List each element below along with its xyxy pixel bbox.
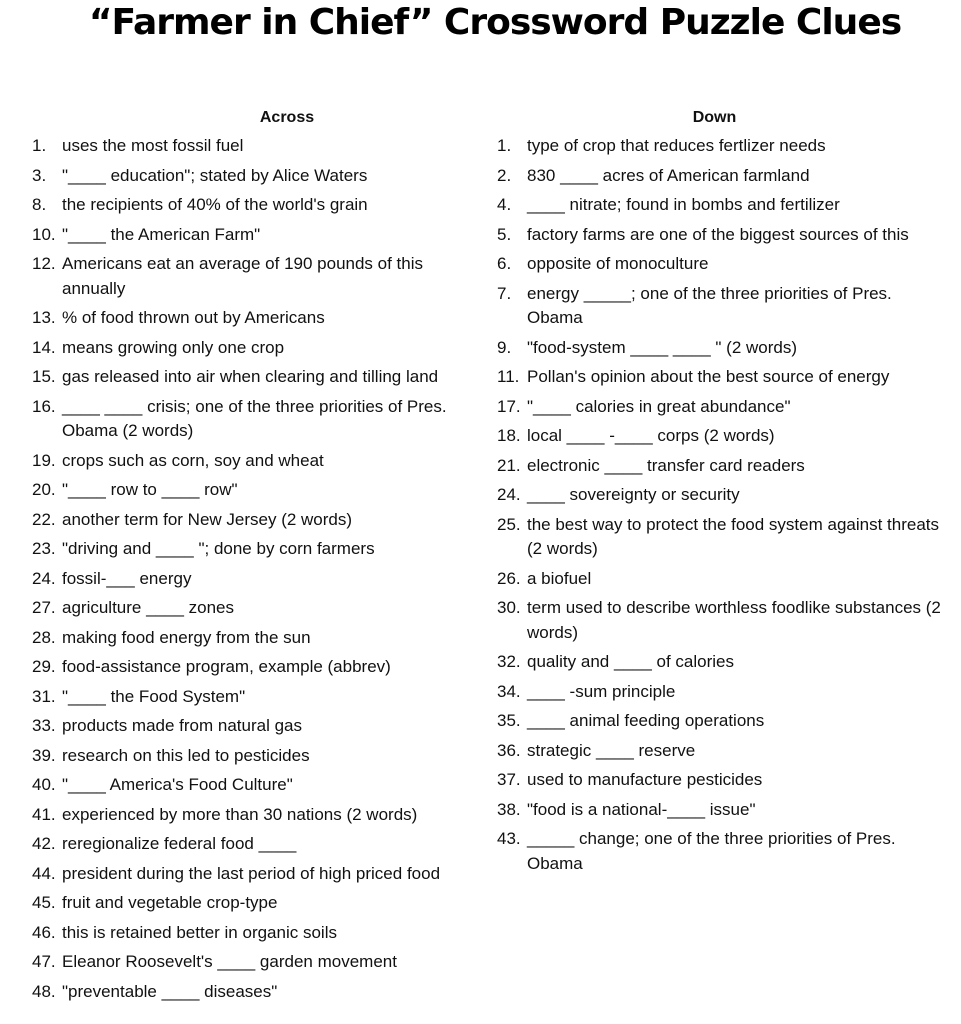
- across-heading: Across: [259, 109, 315, 126]
- clue-number: 17.: [497, 396, 521, 416]
- down-clue: [497, 365, 942, 390]
- clue-text: uses the most fossil fuel: [62, 136, 244, 155]
- clue-number: 26.: [497, 568, 521, 588]
- down-clue: [497, 252, 942, 277]
- clue-text: "____ row to ____ row": [62, 480, 238, 499]
- clue-text: energy _____; one of the three priorities of Pres. Obama: [527, 283, 892, 327]
- down-clue: [497, 134, 942, 159]
- clue-number: 37.: [497, 770, 521, 789]
- clue-number: 8.: [32, 195, 47, 214]
- across-clue: [32, 252, 487, 301]
- clue-number: 21.: [497, 455, 521, 475]
- across-clue: [32, 596, 487, 621]
- clue-number: 27.: [32, 598, 56, 617]
- clue-text: food-assistance program, example (abbrev): [62, 657, 391, 676]
- across-clue: [32, 626, 487, 651]
- clue-number: 15.: [32, 367, 56, 386]
- down-clue: [497, 567, 942, 592]
- clue-number: 48.: [32, 981, 56, 1001]
- clue-number: 39.: [32, 745, 56, 765]
- clue-text: % of food thrown out by Americans: [62, 308, 325, 327]
- clue-number: 41.: [32, 804, 56, 824]
- clue-text: "driving and ____ "; done by corn farmers: [62, 539, 375, 558]
- clue-number: 35.: [497, 711, 521, 730]
- across-clue: [32, 193, 487, 218]
- across-clue: [32, 567, 487, 592]
- down-clue: [497, 193, 942, 218]
- across-clue: [32, 306, 487, 331]
- clue-number: 31.: [32, 686, 56, 706]
- down-heading: Down: [692, 109, 737, 126]
- clue-number: 4.: [497, 195, 512, 214]
- clue-text: "food-system ____ ____ " (2 words): [527, 337, 798, 357]
- clue-number: 34.: [497, 681, 521, 701]
- across-clue: [32, 365, 487, 390]
- across-clue: [32, 950, 487, 975]
- across-clue: [32, 714, 487, 739]
- clue-text: products made from natural gas: [62, 716, 303, 735]
- clue-text: experienced by more than 30 nations (2 words): [62, 804, 418, 824]
- clue-number: 7.: [497, 283, 512, 303]
- down-clue: [497, 650, 942, 675]
- clue-text: president during the last period of high priced food: [62, 863, 441, 883]
- clue-number: 25.: [497, 514, 521, 534]
- clue-number: 5.: [497, 224, 512, 244]
- clue-text: "____ America's Food Culture": [62, 775, 293, 794]
- clue-text: used to manufacture pesticides: [527, 770, 763, 789]
- down-clue: [497, 768, 942, 793]
- across-clue-list: [32, 134, 487, 1004]
- down-clue: [497, 680, 942, 705]
- clue-number: 29.: [32, 657, 56, 676]
- down-clue: [497, 282, 942, 331]
- down-clue: [497, 513, 942, 562]
- clue-number: 18.: [497, 426, 521, 445]
- clue-number: 42.: [32, 834, 56, 853]
- across-clue: [32, 336, 487, 361]
- down-clue: [497, 596, 942, 645]
- clue-text: strategic ____ reserve: [527, 740, 696, 760]
- clue-text: "preventable ____ diseases": [62, 981, 278, 1001]
- clue-text: agriculture ____ zones: [62, 598, 235, 617]
- down-clue: [497, 223, 942, 248]
- down-clue: [497, 709, 942, 734]
- clue-text: local ____ -____ corps (2 words): [527, 426, 775, 445]
- clue-text: fruit and vegetable crop-type: [62, 893, 278, 912]
- clue-text: "____ calories in great abundance": [527, 396, 791, 416]
- clue-text: "food is a national-____ issue": [527, 799, 756, 819]
- clue-number: 9.: [497, 337, 512, 357]
- clue-number: 3.: [32, 165, 47, 185]
- clue-text: _____ change; one of the three priorities of Pres. Obama: [527, 829, 896, 873]
- clue-number: 28.: [32, 627, 56, 647]
- clue-text: this is retained better in organic soils: [62, 922, 337, 942]
- clue-number: 22.: [32, 509, 56, 529]
- clue-text: type of crop that reduces fertlizer needs: [527, 136, 826, 155]
- across-clue: [32, 164, 487, 189]
- down-clue: [497, 798, 942, 823]
- clue-text: making food energy from the sun: [62, 627, 311, 647]
- clue-text: research on this led to pesticides: [62, 745, 310, 765]
- clue-text: a biofuel: [527, 568, 592, 588]
- clue-number: 47.: [32, 952, 56, 971]
- clue-text: ____ nitrate; found in bombs and fertilizer: [527, 195, 840, 214]
- across-clue: [32, 685, 487, 710]
- across-clue: [32, 223, 487, 248]
- clue-number: 1.: [497, 136, 512, 155]
- clue-text: the recipients of 40% of the world's grain: [62, 195, 368, 214]
- clue-text: another term for New Jersey (2 words): [62, 509, 353, 529]
- clue-text: Americans eat an average of 190 pounds of this annually: [62, 254, 424, 298]
- clue-text: reregionalize federal food ____: [62, 834, 297, 853]
- clue-number: 20.: [32, 480, 56, 499]
- clue-number: 44.: [32, 863, 56, 883]
- clue-number: 45.: [32, 893, 56, 912]
- clue-text: Eleanor Roosevelt's ____ garden movement: [62, 952, 397, 971]
- clue-text: ____ ____ crisis; one of the three priorities of Pres. Obama (2 words): [62, 396, 447, 440]
- clue-text: ____ animal feeding operations: [527, 711, 765, 730]
- clue-text: gas released into air when clearing and tilling land: [62, 367, 439, 386]
- clue-number: 6.: [497, 254, 512, 273]
- across-clue: [32, 862, 487, 887]
- across-clue: [32, 508, 487, 533]
- clue-text: factory farms are one of the biggest sources of this: [527, 224, 909, 244]
- clue-text: fossil-___ energy: [62, 568, 192, 588]
- across-clue: [32, 395, 487, 444]
- down-clue: [497, 164, 942, 189]
- page-title: “Farmer in Chief” Crossword Puzzle Clues: [88, 2, 902, 43]
- clue-number: 33.: [32, 716, 56, 735]
- clue-number: 24.: [32, 568, 56, 588]
- across-clue: [32, 449, 487, 474]
- clue-number: 12.: [32, 254, 56, 273]
- down-clue: [497, 454, 942, 479]
- clue-number: 32.: [497, 652, 521, 671]
- clue-number: 11.: [497, 367, 520, 386]
- across-clue: [32, 744, 487, 769]
- across-clue: [32, 478, 487, 503]
- down-column: [497, 106, 942, 881]
- clue-number: 19.: [32, 450, 56, 470]
- across-clue: [32, 773, 487, 798]
- clue-text: "____ education"; stated by Alice Waters: [62, 165, 368, 185]
- clue-number: 13.: [32, 308, 56, 327]
- clue-text: the best way to protect the food system against threats (2 words): [527, 514, 940, 558]
- clue-text: electronic ____ transfer card readers: [527, 455, 805, 475]
- down-clue: [497, 424, 942, 449]
- across-clue: [32, 980, 487, 1005]
- across-clue: [32, 537, 487, 562]
- across-clue: [32, 655, 487, 680]
- down-clue: [497, 395, 942, 420]
- across-clue: [32, 832, 487, 857]
- clue-text: crops such as corn, soy and wheat: [62, 450, 324, 470]
- clue-number: 46.: [32, 922, 56, 942]
- down-clue-list: [497, 134, 942, 876]
- clue-number: 30.: [497, 598, 521, 617]
- clue-text: 830 ____ acres of American farmland: [527, 165, 810, 185]
- clue-number: 14.: [32, 337, 56, 357]
- clue-number: 43.: [497, 829, 521, 848]
- across-clue: [32, 803, 487, 828]
- clue-text: ____ sovereignty or security: [527, 485, 740, 504]
- clue-text: opposite of monoculture: [527, 254, 709, 273]
- clue-number: 24.: [497, 485, 521, 504]
- clue-text: "____ the Food System": [62, 686, 246, 706]
- down-clue: [497, 483, 942, 508]
- across-clue: [32, 921, 487, 946]
- clue-text: quality and ____ of calories: [527, 652, 734, 671]
- clue-number: 2.: [497, 165, 512, 185]
- clue-text: Pollan's opinion about the best source of energy: [527, 367, 890, 386]
- clue-text: means growing only one crop: [62, 337, 285, 357]
- clue-text: "____ the American Farm": [62, 224, 261, 244]
- clue-number: 36.: [497, 740, 521, 760]
- clue-number: 16.: [32, 396, 56, 416]
- across-clue: [32, 891, 487, 916]
- clue-number: 10.: [32, 224, 56, 244]
- down-clue: [497, 739, 942, 764]
- clue-number: 38.: [497, 799, 521, 819]
- clue-text: ____ -sum principle: [527, 681, 676, 701]
- clue-number: 40.: [32, 775, 56, 794]
- clue-number: 1.: [32, 136, 47, 155]
- across-column: [32, 106, 487, 1009]
- down-clue: [497, 827, 942, 876]
- clue-text: term used to describe worthless foodlike substances (2 words): [527, 598, 941, 642]
- across-clue: [32, 134, 487, 159]
- clue-number: 23.: [32, 539, 56, 558]
- down-clue: [497, 336, 942, 361]
